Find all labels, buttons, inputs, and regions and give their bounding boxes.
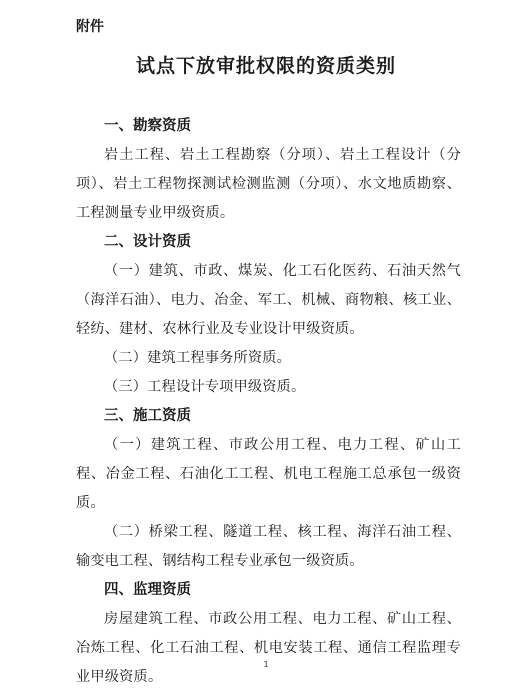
- page-number: 1: [263, 660, 269, 669]
- section-survey-paragraph-1: 岩土工程、岩土工程勘察（分项）、岩土工程设计（分项）、岩土工程物探测试检测监测（分项）、水文地质勘察、工程测量专业甲级资质。: [76, 147, 461, 221]
- section-heading-construction: 三、施工资质: [104, 408, 191, 424]
- section-heading-supervision: 四、监理资质: [104, 582, 191, 598]
- section-construction-paragraph-2: （二）桥梁工程、隧道工程、核工程、海洋石油工程、输变电工程、钢结构工程专业承包一级资质。: [76, 524, 461, 569]
- section-design-paragraph-3: （三）工程设计专项甲级资质。: [104, 379, 306, 395]
- section-design-paragraph-2: （二）建筑工程事务所资质。: [104, 350, 292, 366]
- section-construction-paragraph-1: （一）建筑工程、市政公用工程、电力工程、矿山工程、冶金工程、石油化工工程、机电工程施工总承包一级资质。: [76, 437, 461, 511]
- section-heading-design: 二、设计资质: [104, 234, 191, 250]
- section-design-paragraph-1: （一）建筑、市政、煤炭、化工石化医药、石油天然气（海洋石油）、电力、冶金、军工、机械、商物粮、核工业、轻纺、建材、农林行业及专业设计甲级资质。: [76, 263, 461, 337]
- attachment-label: 附件: [76, 19, 104, 35]
- document-title: 试点下放审批权限的资质类别: [135, 55, 396, 77]
- section-heading-survey: 一、勘察资质: [104, 118, 191, 134]
- document-body: [76, 112, 461, 692]
- section-supervision-paragraph-1: 房屋建筑工程、市政公用工程、电力工程、矿山工程、冶炼工程、化工石油工程、机电安装工程、通信工程监理专业甲级资质。: [76, 611, 461, 685]
